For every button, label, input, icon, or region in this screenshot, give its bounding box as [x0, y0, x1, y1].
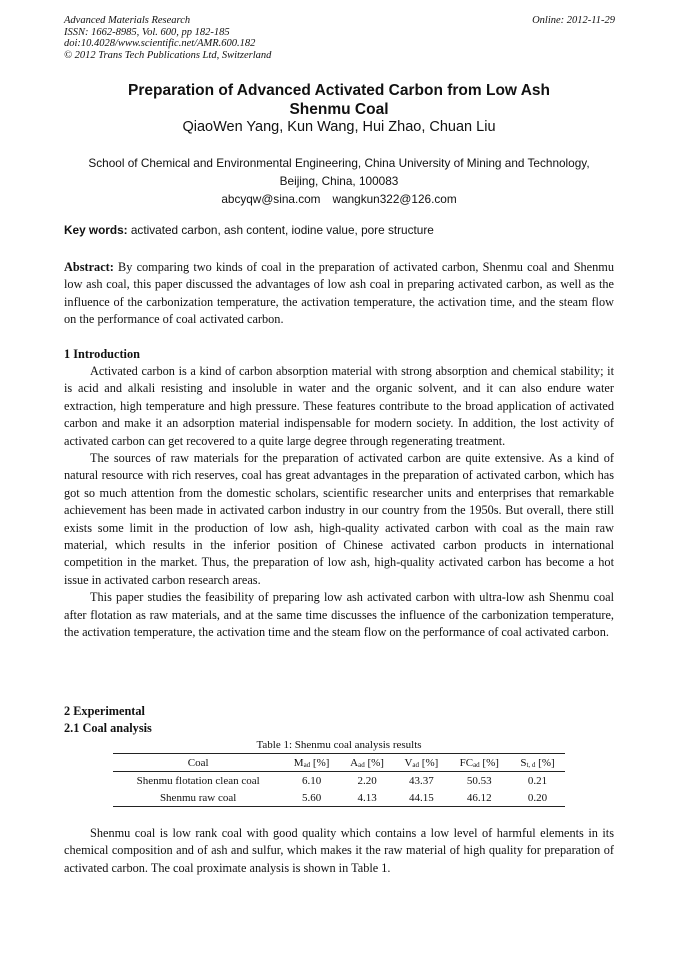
table-row — [113, 789, 565, 807]
paragraph: Shenmu coal is low rank coal with good quality which contains a low level of harmful elements in its chemical composition and of ash and sulfur, which makes it the raw material of high quality for preparation of activated carbon. The coal proximate analysis is shown in Table 1. — [64, 826, 614, 875]
section-1-heading: 1 Introduction — [64, 347, 140, 361]
email-1[interactable]: abcyqw@sina.com — [221, 192, 321, 206]
cell: 46.12 — [466, 791, 492, 804]
title-line-2: Shenmu Coal — [289, 101, 389, 118]
cell: 6.10 — [301, 774, 322, 787]
col-volatile: $V_{ad}$ [%] — [404, 756, 439, 769]
email-2[interactable]: wangkun322@126.com — [332, 192, 457, 206]
title-line-1: Preparation of Advanced Activated Carbon from Low Ash — [127, 82, 550, 99]
section-2-1-heading: 2.1 Coal analysis — [64, 721, 152, 735]
issn-line: ISSN: 1662-8985, Vol. 600, pp 182-185 — [64, 26, 230, 38]
section-2-heading: 2 Experimental — [64, 704, 145, 718]
col-coal: Coal — [187, 756, 209, 769]
col-moisture: $M_{ad}$ [%] — [293, 756, 330, 769]
doi-line: doi:10.4028/www.scientific.net/AMR.600.182 — [64, 38, 256, 49]
col-ash: $A_{ad}$ [%] — [350, 756, 384, 769]
journal-header — [64, 15, 271, 61]
cell: 0.20 — [527, 791, 548, 804]
introduction — [64, 363, 614, 642]
cell: 50.53 — [466, 774, 492, 787]
cell: Shenmu flotation clean coal — [136, 774, 260, 787]
intro-paragraph-2: The sources of raw materials for the preparation of activated carbon are quite extensive. As a kind of natural resource with rich reserves, coal has great advantages in the preparation of activated carbon, which has got so much attention from the domestic scholars, scientific researcher units and enterprises that remarkable achievement has been made in activated carbon industry in our country from the 1950s. But overall, there still exists some limit in the production of low ash, high-quality activated carbon with coal as the main raw material, which results in the inferior position of Chinese activated carbon products in international competition in the market. Thus, the preparation of low ash, high-quality activated carbon has become a hot issue in activated carbon research areas. — [64, 451, 614, 587]
table-row — [113, 772, 565, 790]
keywords-text: activated carbon, ash content, iodine value, pore structure — [130, 223, 434, 237]
cell: 4.13 — [357, 791, 377, 804]
affiliation-line-2: Beijing, China, 100083 — [279, 174, 399, 188]
abstract-text: By comparing two kinds of coal in the preparation of activated carbon, Shenmu coal and Shenmu low ash coal, this paper discussed the advantages of low ash coal in preparing activated carbon, as well as the influence of the carbonization temperature, the activation temperature, the activation time, and the steam flow on the performance of coal activated carbon. — [64, 260, 615, 327]
abstract-label: Abstract: — [64, 260, 114, 274]
coal-analysis-table — [113, 753, 565, 807]
col-fixed-carbon: $FC_{ad}$ [%] — [459, 756, 499, 769]
table-caption: Table 1: Shenmu coal analysis results — [256, 739, 422, 751]
cell: 2.20 — [357, 774, 377, 787]
paper-title — [64, 81, 614, 119]
emails — [64, 190, 614, 208]
keywords — [64, 222, 614, 238]
col-sulfur: $S_{t, d}$ [%] — [520, 756, 555, 769]
authors: QiaoWen Yang, Kun Wang, Hui Zhao, Chuan Liu — [182, 119, 496, 135]
cell: 0.21 — [527, 774, 548, 787]
journal-name: Advanced Materials Research — [64, 15, 191, 26]
abstract — [64, 259, 614, 329]
cell: 43.37 — [409, 774, 434, 787]
cell: 44.15 — [409, 791, 434, 804]
affiliation — [64, 154, 614, 208]
coal-analysis-paragraph — [64, 825, 614, 877]
keywords-label: Key words: — [64, 223, 128, 237]
online-date: Online: 2012-11-29 — [532, 15, 615, 26]
affiliation-line-1: School of Chemical and Environmental Engineering, China University of Mining and Technology, — [88, 156, 590, 170]
cell: 5.60 — [301, 791, 322, 804]
table-header-row — [113, 754, 565, 772]
cell: Shenmu raw coal — [159, 791, 237, 804]
intro-paragraph-3: This paper studies the feasibility of preparing low ash activated carbon with ultra-low ash Shenmu coal after flotation as raw materials, and at the same time discusses the influence of the carbonization temperature, the activation temperature, the activation time and the steam flow on the performance of coal activated carbon. — [64, 590, 614, 640]
copyright-line: © 2012 Trans Tech Publications Ltd, Switzerland — [64, 49, 272, 61]
intro-paragraph-1: Activated carbon is a kind of carbon absorption material with strong absorption and chemical stability; it is acid and alkali resisting and insoluble in water and the organic solvent, and it can also endure water extraction, high temperature and high pressure. These features contribute to the broad application of activated carbon and make it an adsorption material indispensable for modern society. In addition, the lost activity of activated carbon can get recovered to a quite large degree through regenerating treatment. — [64, 364, 614, 448]
